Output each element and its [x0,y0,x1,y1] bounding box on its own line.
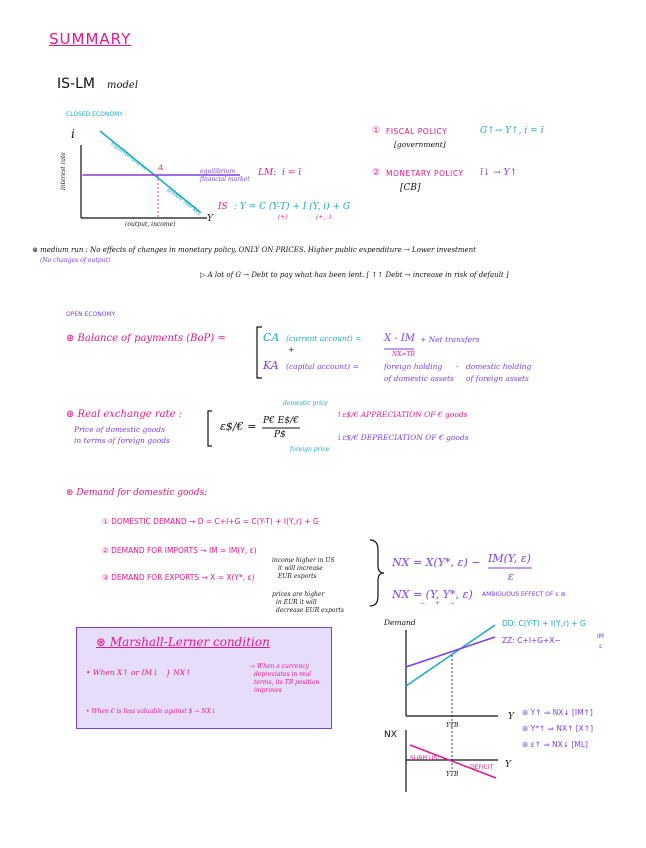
medium-run-text: ⊛ medium run : No effects of changes in monetary policy, ONLY ON PRICES. Higher public expenditure → Lower investment [32,246,476,254]
result-2: ⊛ Y*↑ ⇒ NX↑ [X↑] [522,724,594,733]
bop-plus: + [288,345,295,354]
lm-note-2: financial market [200,176,250,183]
nx-equation: NX = X(Y*, ε) − [392,556,481,569]
ytb-label-2: YTB [446,771,459,778]
ka-minus: - [456,362,459,371]
fiscal-eq: G↑→ Y↑, i = ī [480,126,544,136]
deficit-label: DEFICIT [470,764,494,771]
is-signs-1: (+) [278,214,288,221]
eq-point-a: A [158,163,164,172]
medium-run-text-2: ▷ A lot of G → Debt to pay what has been lent. [ ↑↑ Debt → increase in risk of default ] [200,271,509,279]
zz-frac-den: ε [599,643,603,650]
result-1: ⊛ Y↑ ⇒ NX↓ [IM↑] [522,708,593,717]
nx-label: NX [384,730,397,740]
domestic-demand: ① DOMESTIC DEMAND → D = C+I+G = C(Y-T) + I(Y,r) + G [102,517,319,526]
lm-label: LM: [258,168,277,178]
bop-title: ⊛ Balance of payments (BoP) = [66,333,226,344]
demand-label: Demand [384,618,416,627]
ml-line1: • When X↑ or IM↓ [86,668,159,677]
ml-side-1: → When a currency [250,663,309,670]
rer-title: ⊛ Real exchange rate : [66,409,183,420]
depreciation: ↓ε$/€ DEPRECIATION OF € goods [336,433,469,442]
islm-axis-output: (output, income) [125,221,176,228]
ca-plus-transfers: + Net transfers [420,335,480,344]
demand-title: ⊛ Demand for domestic goods: [66,488,208,498]
exports-note-6: decrease EUR exports [276,607,344,614]
result-3: ⊛ ε↑ ⇒ NX↓ [ML] [522,740,588,749]
zz-frac-num: IM [597,633,604,640]
monetary-eq: ī↓ → Y↑ [480,168,518,178]
monetary-num: ② [372,168,381,178]
demand-exports: ③ DEMAND FOR EXPORTS → X = X(Y*, ε) [102,573,255,582]
closed-economy-label: CLOSED ECONOMY [66,111,123,118]
ml-side-4: improves [254,687,282,694]
monetary-title: MONETARY POLICY [386,169,464,178]
exports-note-4: prices are higher [272,591,325,598]
ka-foreign-1: domestic holding [466,362,532,371]
ka-foreign-2: of foreign assets [466,374,529,383]
islm-axis-interest: interest rate [60,152,67,190]
rer-lhs: ε$/€ = [220,420,257,433]
rer-sub-2: in terms of foreign goods [74,436,170,445]
rer-foreign-note: foreign price [290,446,330,453]
exports-note-2: it will increase [278,565,323,572]
ka-domestic-2: of domestic assets [384,374,454,383]
is-label: IS [218,202,228,212]
surplus-label: SURPLUS [410,755,438,762]
ambiguous-effect: AMBIGUOUS EFFECT OF ε ⊛ [482,591,566,598]
ka-domestic-1: foreign holding [384,362,443,371]
islm-heading-suffix: model [107,80,139,91]
rer-denominator: P$ [274,430,286,440]
nx-equation-2: NX = (Y, Y*, ε) [392,588,473,601]
appreciation: ↑ε$/€ APPRECIATION OF € goods [336,410,468,419]
nx-fraction-num: IM(Y, ε) [488,552,531,565]
rer-sub-1: Price of domestic goods [74,425,165,434]
ca-note: (current account) = [286,334,362,343]
islm-axis-y: Y [207,214,213,224]
ml-line2: • When € is less valuable against $ → NX↓ [86,708,216,715]
rer-numerator: P€ E$/€ [263,416,299,426]
zz-line [406,637,495,667]
monetary-sub: [CB] [400,183,421,193]
ka-label: KA [263,359,279,372]
is-equation: : Y = C (Y-T) + I (Y, i) + G [234,202,351,212]
fiscal-num: ① [372,126,381,136]
ml-title: ⊛ Marshall-Lerner condition [96,635,270,649]
is-signs-2: (+, -) [316,214,332,221]
islm-axis-i: i [71,127,75,141]
ml-side-3: terms, its TB position [254,679,320,686]
ca-label: CA [263,331,280,344]
lm-equation: i = ī [282,168,302,178]
ca-nx-tb: NX=TB [392,351,415,358]
dd-line [406,625,495,686]
fiscal-sub: [government] [394,140,446,149]
open-economy-label: OPEN ECONOMY [66,311,116,318]
exports-note-1: income higher in US [272,557,335,564]
ka-note: (capital account) = [286,362,359,371]
islm-heading: IS-LM [57,76,95,92]
exports-note-3: EUR exports [278,573,317,580]
rer-domestic-note: domestic price [283,400,328,407]
nx-y-axis-label: Y [505,760,511,770]
nx-fraction-den: ε [508,570,514,583]
fiscal-title: FISCAL POLICY [386,127,448,136]
zz-label: ZZ: C+I+G+X− [502,636,561,645]
ml-brace-result: } NX↑ [166,668,192,677]
demand-imports: ② DEMAND FOR IMPORTS → IM = IM(Y, ε) [102,546,257,555]
ml-side-2: depreciates in real [254,671,312,678]
ytb-label: YTB [446,722,459,729]
dd-label: DD: C(Y-T) + I(Y,r) + G [502,619,586,628]
nx-signs: − + − [420,600,459,607]
medium-run-note: (No changes of output) [40,257,111,264]
exports-note-5: in EUR it will [276,599,317,606]
page-title: SUMMARY [49,30,132,48]
ca-formula: X - IM [384,333,416,344]
is-note-1: equilibrium in [109,140,148,172]
demand-y-axis-label: Y [508,712,514,722]
lm-note-1: equilibrium [200,168,236,175]
is-note-2: goods market [165,186,203,218]
